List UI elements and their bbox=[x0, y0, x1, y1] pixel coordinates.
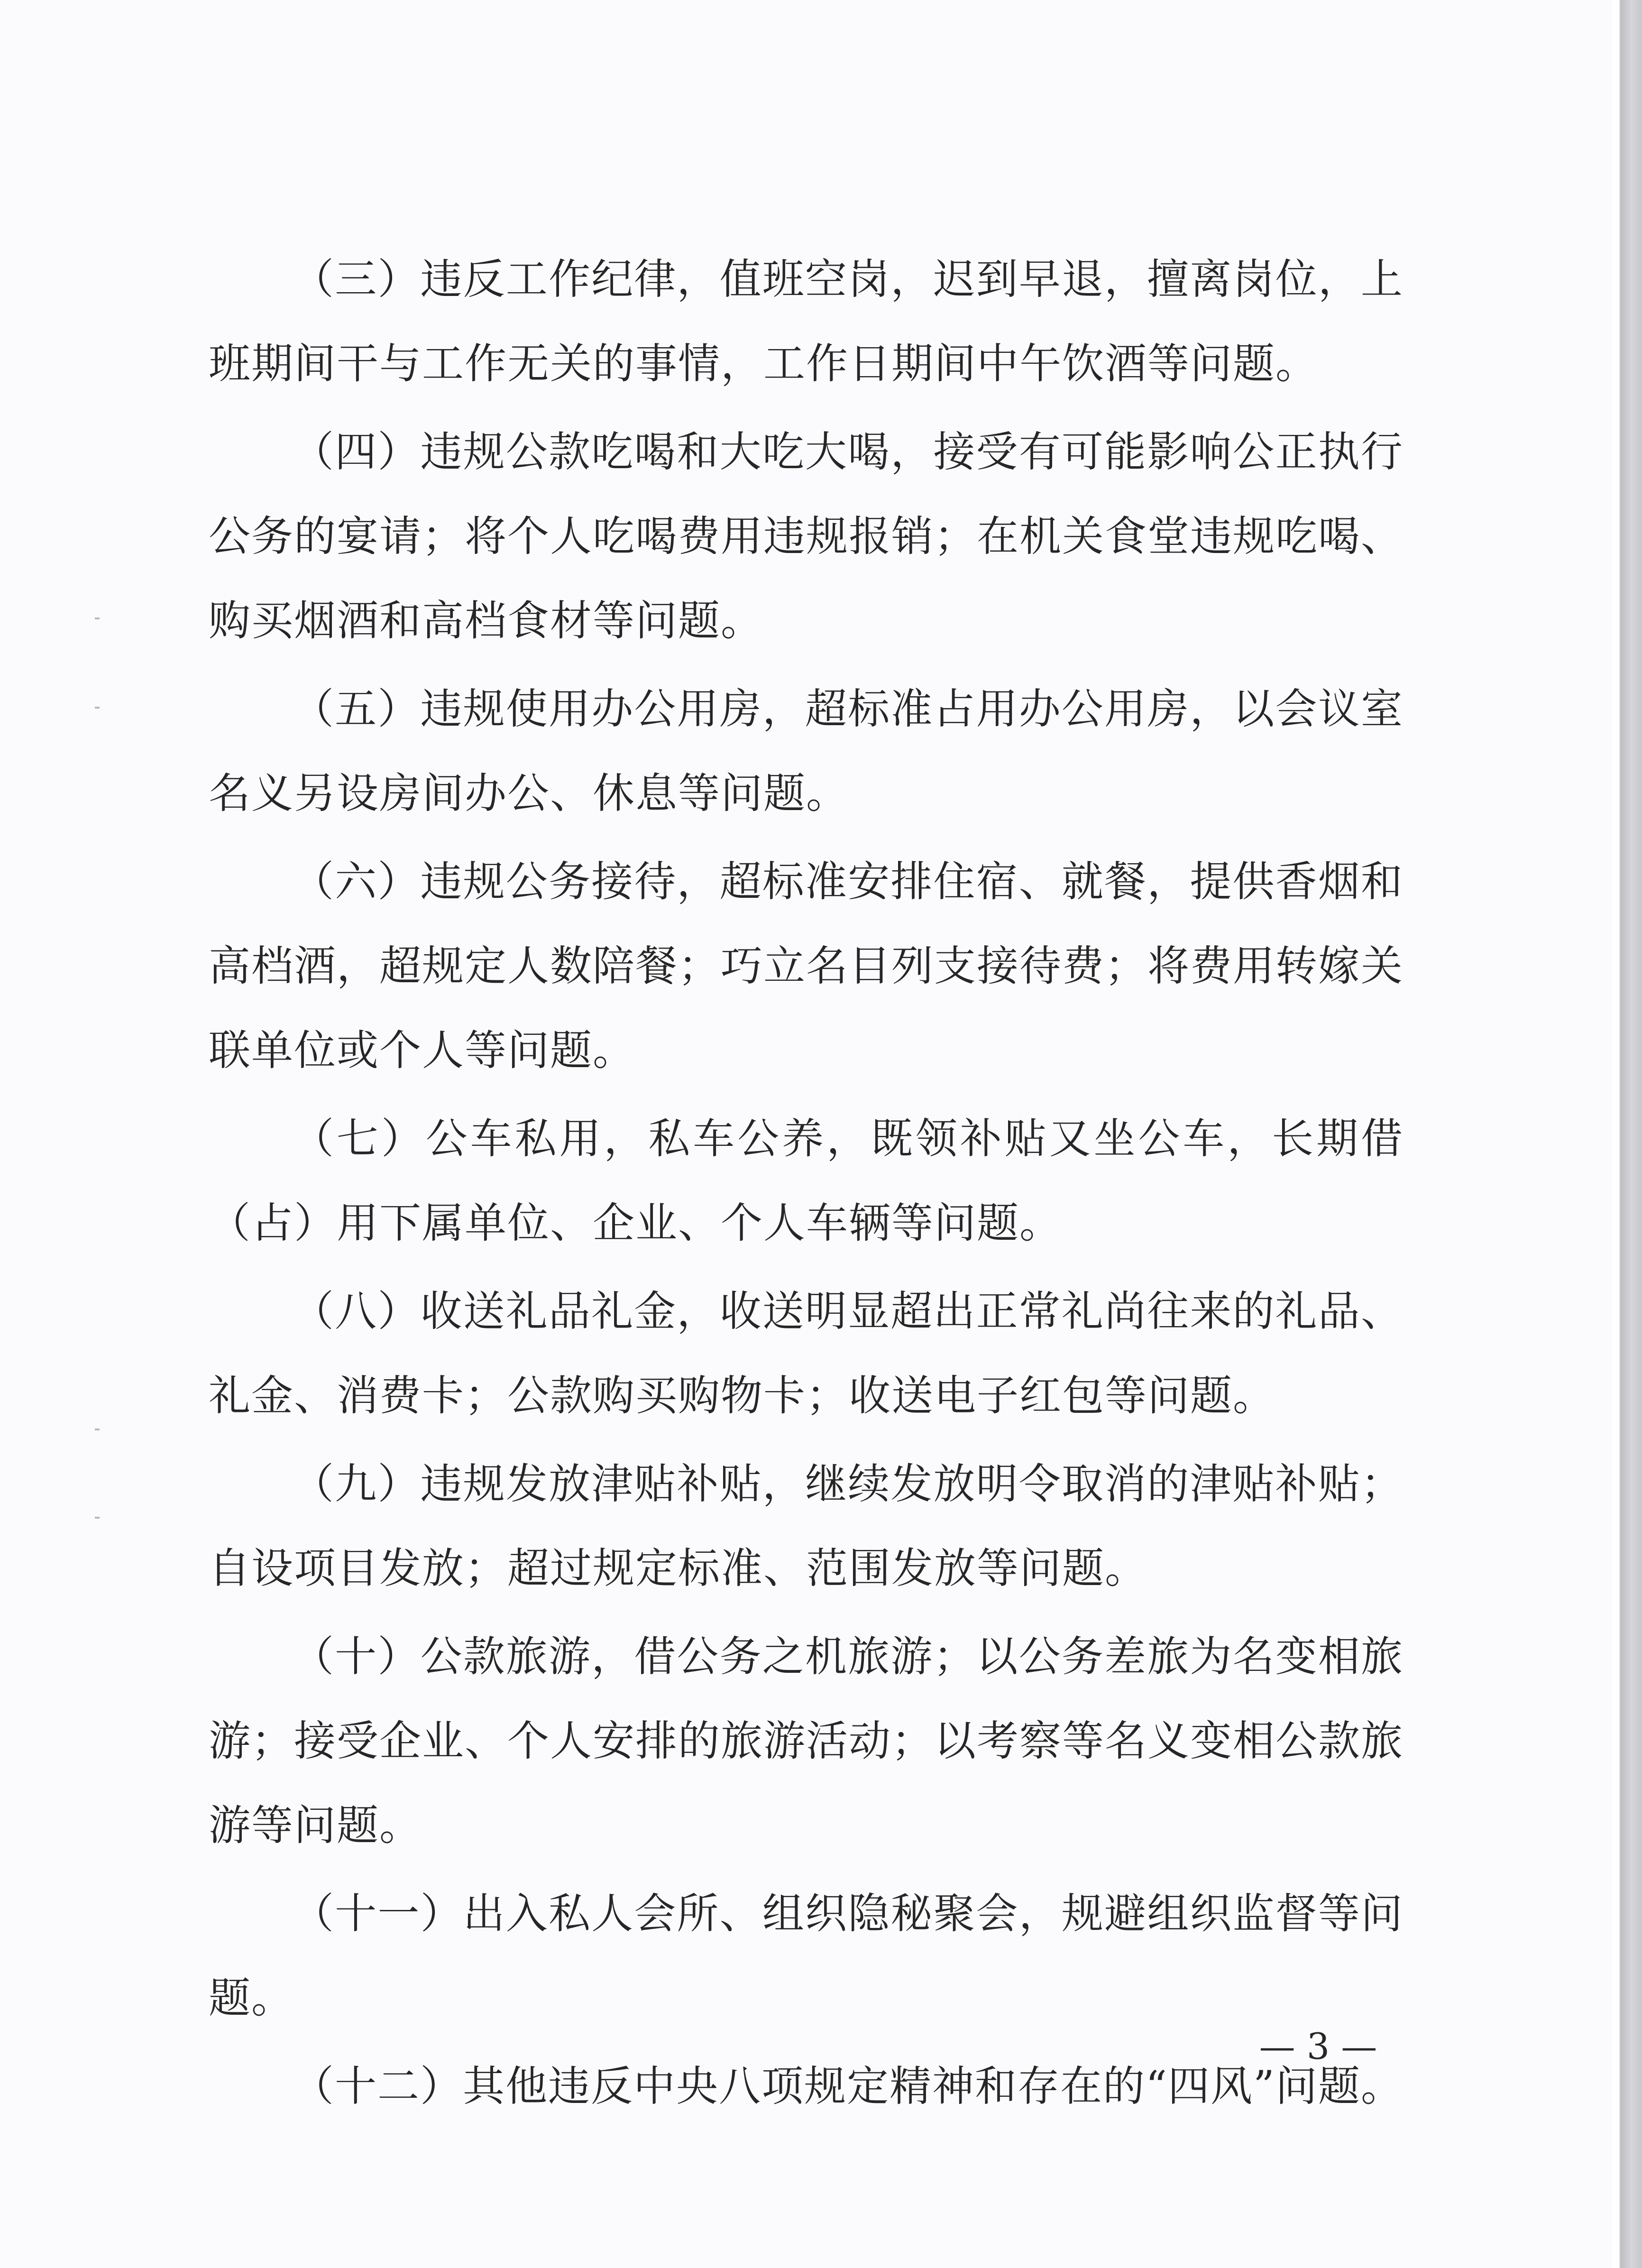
scan-page-edge bbox=[1612, 0, 1642, 2268]
document-body bbox=[209, 237, 1403, 2132]
page-number: — 3 — bbox=[1259, 2025, 1377, 2067]
scan-mark bbox=[95, 618, 100, 619]
paragraph-8: （八）收送礼品礼金，收送明显超出正常礼尚往来的礼品、礼金、消费卡；公款购买购物卡；收送电子红包等问题。 bbox=[209, 1287, 1403, 1420]
paragraph-9: （九）违规发放津贴补贴，继续发放明令取消的津贴补贴；自设项目发放；超过规定标准、范围发放等问题。 bbox=[209, 1459, 1403, 1593]
paragraph-7: （七）公车私用，私车公养，既领补贴又坐公车，长期借（占）用下属单位、企业、个人车辆等问题。 bbox=[209, 1114, 1403, 1247]
paragraph-12: （十二）其他违反中央八项规定精神和存在的“四风”问题。 bbox=[292, 2062, 1403, 2111]
paragraph-10: （十）公款旅游，借公务之机旅游；以公务差旅为名变相旅游；接受企业、个人安排的旅游活动；以考察等名义变相公款旅游等问题。 bbox=[209, 1632, 1404, 1850]
scan-mark bbox=[95, 1517, 100, 1519]
scan-mark bbox=[95, 707, 100, 709]
paragraph-11: （十一）出入私人会所、组织隐秘聚会，规避组织监督等问题。 bbox=[209, 1889, 1403, 2022]
scan-mark bbox=[95, 1429, 100, 1430]
paragraph-3: （三）违反工作纪律，值班空岗，迟到早退，擅离岗位，上班期间干与工作无关的事情，工作日期间中午饮酒等问题。 bbox=[209, 255, 1403, 388]
paragraph-5: （五）违规使用办公用房，超标准占用办公用房，以会议室名义另设房间办公、休息等问题。 bbox=[209, 684, 1403, 818]
paragraph-6: （六）违规公务接待，超标准安排住宿、就餐，提供香烟和高档酒，超规定人数陪餐；巧立名目列支接待费；将费用转嫁关联单位或个人等问题。 bbox=[209, 857, 1404, 1075]
paragraph-4: （四）违规公款吃喝和大吃大喝，接受有可能影响公正执行公务的宴请；将个人吃喝费用违规报销；在机关食堂违规吃喝、购买烟酒和高档食材等问题。 bbox=[209, 427, 1404, 645]
